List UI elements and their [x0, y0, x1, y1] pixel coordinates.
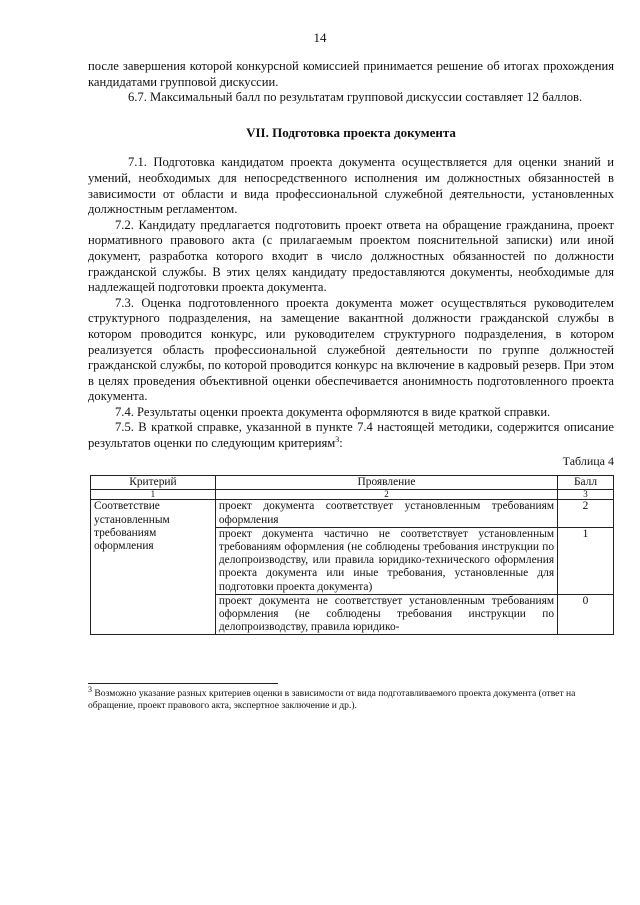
criteria-table: [90, 475, 614, 635]
footnote-mark: 3: [88, 684, 92, 694]
footnote-ref: 3: [335, 434, 340, 444]
table-caption: Таблица 4: [562, 453, 614, 468]
section-title: VII. Подготовка проекта документа: [246, 124, 456, 140]
footnote-text: Возможно указание разных критериев оценки в зависимости от вида подготавливаемого проекта документа (ответ на обращение, проект правового акта, экспертное заключение и др.).: [88, 688, 576, 711]
page-number: 14: [313, 30, 327, 45]
document-body: [88, 59, 614, 635]
table-row: [91, 500, 614, 527]
footnote: [88, 684, 598, 711]
footnote-divider: [88, 683, 278, 684]
col-number-2: 2: [215, 490, 557, 500]
paragraph-6-7: 6.7. Максимальный балл по результатам групповой дискуссии составляет 12 баллов.: [128, 90, 583, 105]
score-cell: 1: [558, 527, 614, 594]
description-cell: проект документа соответствует установленным требованиям оформления: [215, 500, 557, 527]
paragraph-7-2: 7.2. Кандидату предлагается подготовить проект ответа на обращение гражданина, проект нормативного правового акта (с прилагаемым проектом пояснительной записки) или иной документ, разработка которого входит в число должностных обязанностей по должности гражданской службы. В этих целях кандидату предоставляются документы, необходимые для надлежащей подготовки проекта документа.: [88, 217, 614, 295]
paragraph-7-5-end: :: [339, 436, 343, 451]
paragraph-continuation: после завершения которой конкурсной комиссией принимается решение об итогах прохождения кандидатами групповой дискуссии.: [88, 59, 614, 89]
header-manifestation: Проявление: [215, 476, 557, 490]
paragraph-7-5-text: 7.5. В краткой справке, указанной в пункте 7.4 настоящей методики, содержится описание результатов оценки по следующим критериям: [88, 420, 614, 451]
criterion-cell: Соответствие установленным требованиям оформления: [91, 500, 216, 635]
description-cell: проект документа не соответствует установленным требованиям оформления (не соблюдены требования инструкции по делопроизводству, правила юридико-: [215, 594, 557, 635]
header-criterion: Критерий: [91, 476, 216, 490]
paragraph-7-5: [88, 420, 614, 451]
paragraph-7-1: 7.1. Подготовка кандидатом проекта документа осуществляется для оценки знаний и умений, необходимых для непосредственного исполнения им должностных обязанностей в зависимости от области и вида профессиональной служебной деятельности, установленных должностным регламентом.: [88, 155, 614, 217]
score-cell: 0: [558, 594, 614, 635]
col-number-3: 3: [558, 490, 614, 500]
header-score: Балл: [558, 476, 614, 490]
table-number-row: [91, 490, 614, 500]
table-header-row: [91, 476, 614, 490]
paragraph-7-3: 7.3. Оценка подготовленного проекта документа может осуществляться руководителем структурного подразделения, на замещение вакантной должности гражданской службы в котором проводится конкурс, или руководителем структурного подразделения, в котором реализуется область профессиональной служебной деятельности по группе должностей гражданской службы, по которой проводится конкурс на включение в кадровый резерв. При этом в целях проведения объективной оценки обеспечивается анонимность подготовленного проекта документа.: [88, 295, 614, 404]
paragraph-7-4: 7.4. Результаты оценки проекта документа оформляются в виде краткой справки.: [115, 404, 551, 419]
description-cell: проект документа частично не соответствует установленным требованиям оформления (не соблюдены требования инструкции по делопроизводству, или правила юридико-технического оформления проекта документа или иные требования, установленные для подготовки проекта документа): [215, 527, 557, 594]
col-number-1: 1: [91, 490, 216, 500]
score-cell: 2: [558, 500, 614, 527]
